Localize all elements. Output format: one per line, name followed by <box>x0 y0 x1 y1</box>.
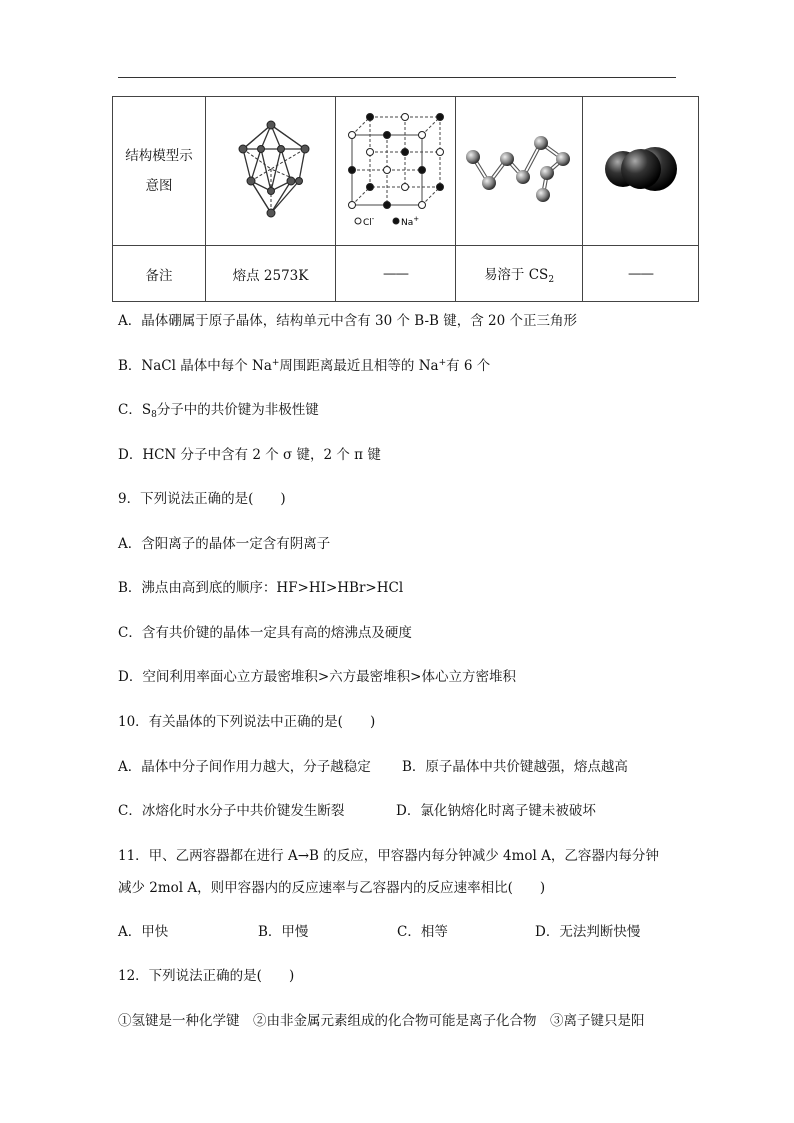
q9-stem: 9．下列说法正确的是( ) <box>118 491 286 507</box>
q10-option-b: B．原子晶体中共价键越强，熔点越高 <box>402 759 628 775</box>
q11-stem-line1: 11．甲、乙两容器都在进行 A→B 的反应，甲容器内每分钟减少 4mol A，乙容器内每分钟 <box>118 848 659 864</box>
structure-table <box>112 96 699 302</box>
hcn-space-filling-diagram <box>601 139 681 199</box>
q11-option-d: D．无法判断快慢 <box>535 924 641 940</box>
q8-option-b: B．NaCl 晶体中每个 Na+周围距离最近且相等的 Na+有 6 个 <box>118 358 491 374</box>
note-nacl: —— <box>336 246 456 302</box>
q10-stem: 10．有关晶体的下列说法中正确的是( ) <box>118 714 376 730</box>
q9-option-c: C．含有共价键的晶体一定具有高的熔沸点及硬度 <box>118 625 412 641</box>
hcn-molecule-image <box>583 97 699 246</box>
table-row <box>113 97 699 246</box>
q8-option-c: C．$S_8$分子中的共价键为非极性键 <box>118 402 319 420</box>
q11-option-c: C．相等 <box>397 924 448 940</box>
q9-option-a: A．含阳离子的晶体一定含有阴离子 <box>118 536 331 552</box>
row-label-note: 备注 <box>113 246 206 302</box>
q9-option-b: B．沸点由高到底的顺序：HF>HI>HBr>HCl <box>118 580 404 596</box>
table-row <box>113 246 699 302</box>
q11-option-a: A．甲快 <box>118 924 169 940</box>
q9-option-d: D．空间利用率面心立方最密堆积>六方最密堆积>体心立方密堆积 <box>118 669 516 685</box>
note-hcn: —— <box>583 246 699 302</box>
q10-option-d: D．氯化钠熔化时离子键未被破坏 <box>396 803 596 819</box>
q11-stem-line2: 减少 2mol A，则甲容器内的反应速率与乙容器内的反应速率相比( ) <box>118 880 546 896</box>
q8-option-a: A．晶体硼属于原子晶体，结构单元中含有 30 个 B-B 键，含 20 个正三角形 <box>118 313 578 329</box>
q11-option-b: B．甲慢 <box>258 924 309 940</box>
q12-line1: ①氢键是一种化学键 ②由非金属元素组成的化合物可能是离子化合物 ③离子键只是阳 <box>118 1013 645 1029</box>
nacl-crystal-image <box>336 97 456 246</box>
svg-text:Na+: Na+ <box>400 215 419 228</box>
boron-icosahedron-image <box>206 97 336 246</box>
q10-option-c: C．冰熔化时水分子中共价键发生断裂 <box>118 803 345 819</box>
header-rule <box>118 77 676 78</box>
s8-ring-diagram <box>463 129 575 209</box>
q12-stem: 12．下列说法正确的是( ) <box>118 968 295 984</box>
q10-option-a: A．晶体中分子间作用力越大，分子越稳定 <box>118 759 371 775</box>
nacl-lattice-diagram <box>344 109 448 229</box>
note-boron: 熔点 2573K <box>206 246 336 302</box>
q8-option-d: D．HCN 分子中含有 2 个 σ 键，2 个 π 键 <box>118 447 381 463</box>
row-label-structure: 结构模型示 意图 <box>113 97 206 246</box>
boron-icosahedron-diagram <box>221 119 321 219</box>
svg-text:Cl-: Cl- <box>362 215 374 228</box>
note-s8: 易溶于 $CS_2$ <box>456 246 583 302</box>
s8-molecule-image <box>456 97 583 246</box>
